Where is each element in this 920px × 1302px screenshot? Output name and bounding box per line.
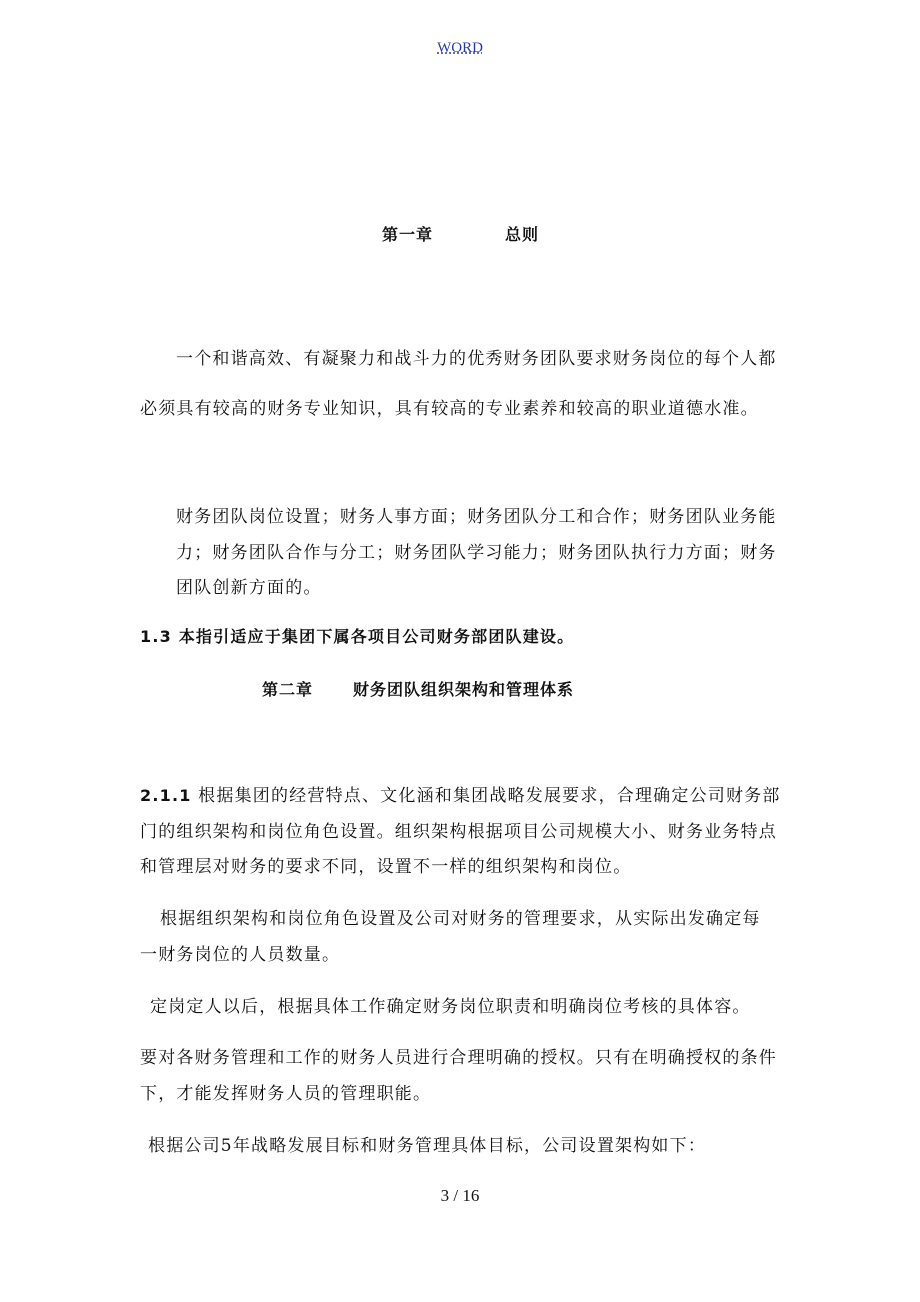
page-number: 3 / 16 <box>440 1186 480 1205</box>
para2-line1: 财务团队岗位设置；财务人事方面；财务团队分工和合作；财务团队业务能 <box>176 507 777 527</box>
para1-line2: 必须具有较高的财务专业知识，具有较高的专业素养和较高的职业道德水准。 <box>140 399 759 419</box>
para3-line1: 根据组织架构和岗位角色设置及公司对财务的管理要求，从实际出发确定每 <box>160 909 761 929</box>
section-2-1-1-number: 2.1.1 <box>140 786 192 805</box>
para1-line1: 一个和谐高效、有凝聚力和战斗力的优秀财务团队要求财务岗位的每个人都 <box>176 349 777 369</box>
chapter-1-number: 第一章 <box>382 225 434 244</box>
section-1-3 <box>140 624 574 647</box>
para2-line3: 团队创新方面的。 <box>176 578 322 598</box>
section-1-3-number: 1.3 <box>140 627 172 646</box>
chapter-1-title: 总则 <box>505 225 540 244</box>
section-1-3-text: 本指引适应于集团下属各项目公司财务部团队建设。 <box>178 627 575 646</box>
para6-line1: 根据公司5年战略发展目标和财务管理具体目标，公司设置架构如下： <box>148 1136 707 1156</box>
para5-line1: 要对各财务管理和工作的财务人员进行合理明确的授权。只有在明确授权的条件 <box>140 1048 777 1068</box>
section-2-1-1-line2: 门的组织架构和岗位角色设置。组织架构根据项目公司规模大小、财务业务特点 <box>140 822 777 842</box>
chapter-2-title: 财务团队组织架构和管理体系 <box>353 680 575 699</box>
para4-line1: 定岗定人以后，根据具体工作确定财务岗位职责和明确岗位考核的具体容。 <box>150 997 751 1017</box>
para3-line2: 一财务岗位的人员数量。 <box>140 945 341 965</box>
chapter-2-number: 第二章 <box>262 680 314 699</box>
para2-line2: 力；财务团队合作与分工；财务团队学习能力；财务团队执行力方面；财务 <box>176 543 777 563</box>
section-2-1-1-text: 根据集团的经营特点、文化涵和集团战略发展要求，合理确定公司财务部 <box>198 786 781 806</box>
para5-line2: 下，才能发挥财务人员的管理职能。 <box>140 1084 432 1104</box>
section-2-1-1-line1 <box>140 781 781 806</box>
header-word-link[interactable]: WORD <box>437 40 483 56</box>
section-2-1-1-line3: 和管理层对财务的要求不同，设置不一样的组织架构和岗位。 <box>140 857 632 877</box>
